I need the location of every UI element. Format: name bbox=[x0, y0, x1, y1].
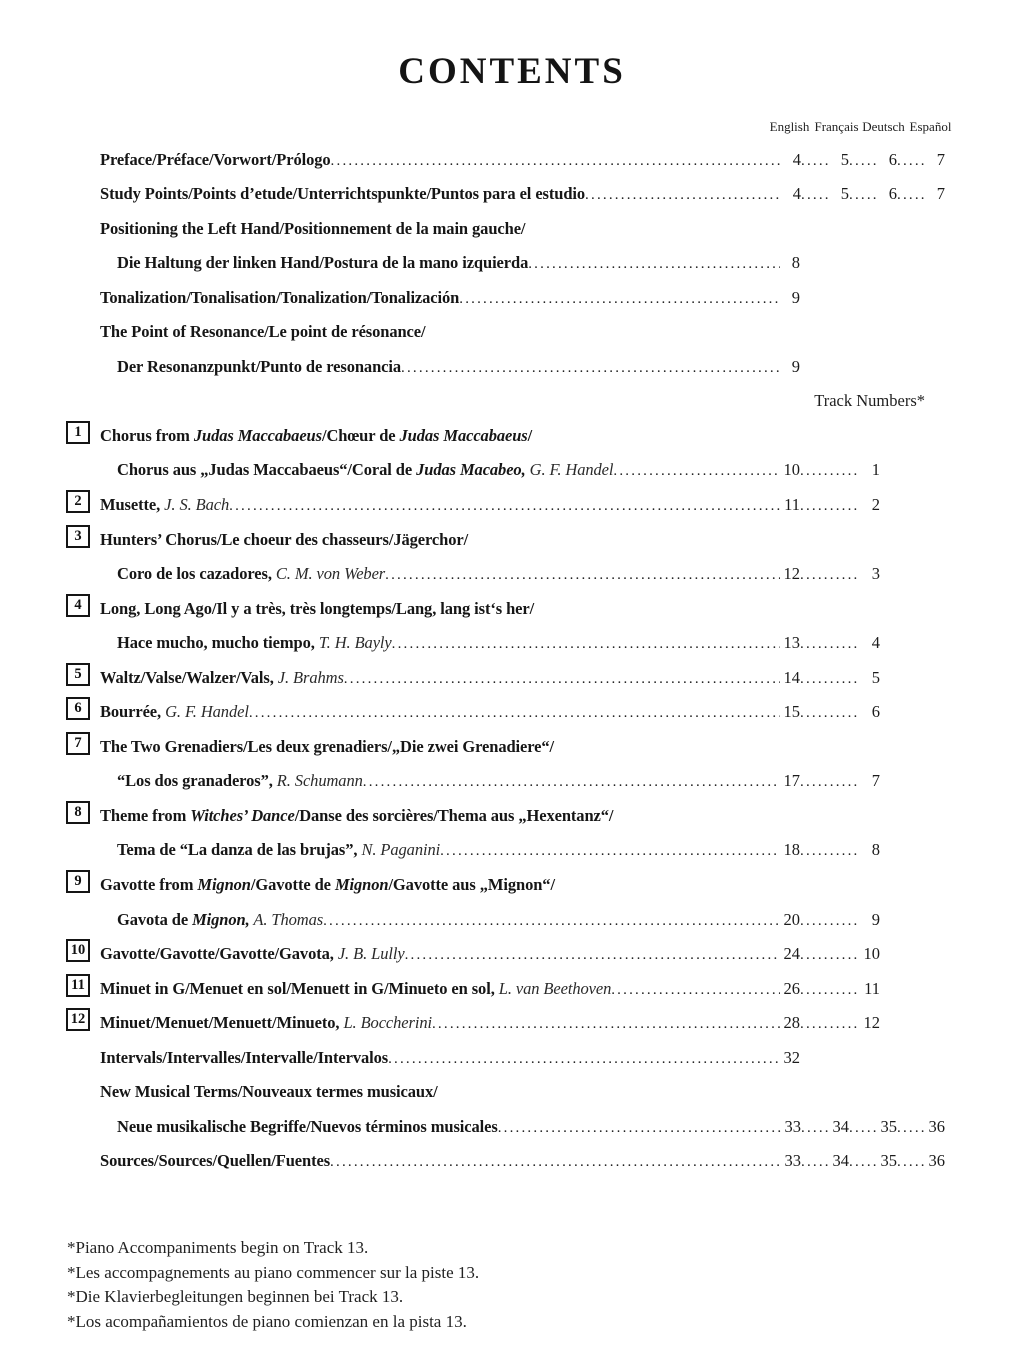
toc-row bbox=[100, 1068, 945, 1103]
text-segment: Tema de “La danza de las brujas”, bbox=[117, 840, 362, 860]
toc-row bbox=[71, 964, 945, 999]
toc-entry bbox=[100, 288, 945, 308]
text-segment: Judas Macabeo, bbox=[416, 460, 526, 480]
page-number: 26 bbox=[783, 978, 800, 998]
text-segment: Long, Long Ago/Il y a très, très longtemps/Lang, lang ist‘s her/ bbox=[100, 598, 535, 618]
track-number: 10 bbox=[863, 944, 880, 964]
toc-entry-text bbox=[117, 771, 363, 791]
track-number: 4 bbox=[871, 633, 880, 653]
toc-entry-text bbox=[100, 495, 229, 515]
text-segment: New Musical Terms/Nouveaux termes musicaux/ bbox=[100, 1082, 438, 1102]
dot-leader bbox=[344, 671, 780, 688]
dot-leader bbox=[800, 498, 860, 515]
text-segment: J. Brahms bbox=[277, 667, 344, 687]
toc-entry bbox=[74, 803, 945, 826]
page-number: 32 bbox=[783, 1047, 800, 1067]
toc-entry-text bbox=[100, 806, 613, 826]
dot-leader bbox=[849, 1120, 877, 1137]
dot-leader bbox=[801, 1120, 829, 1137]
toc-row bbox=[100, 342, 945, 377]
dot-leader bbox=[801, 187, 829, 204]
toc-entry bbox=[100, 150, 945, 170]
toc-entry-text bbox=[100, 150, 331, 170]
dot-leader bbox=[801, 1154, 829, 1171]
page-number: 34 bbox=[832, 1151, 849, 1171]
text-segment: Bourrée, bbox=[100, 702, 166, 722]
dot-leader bbox=[800, 982, 860, 999]
text-segment: Mignon bbox=[334, 875, 389, 895]
page-number: 36 bbox=[928, 1151, 945, 1171]
page-number: 28 bbox=[783, 1013, 800, 1033]
toc-entry bbox=[117, 460, 945, 480]
item-number-box: 4 bbox=[66, 594, 90, 617]
toc-row bbox=[100, 895, 945, 930]
dot-leader bbox=[585, 187, 781, 204]
toc-entry-text bbox=[117, 1117, 498, 1137]
text-segment: Neue musikalische Begriffe/Nuevos términos musicales bbox=[117, 1116, 498, 1136]
language-header-label: English bbox=[769, 119, 810, 134]
text-segment: The Two Grenadiers/Les deux grenadiers/„Die zwei Grenadiere“/ bbox=[100, 736, 555, 756]
toc-entry-text bbox=[100, 979, 611, 999]
toc-entry bbox=[74, 700, 945, 722]
dot-leader bbox=[363, 774, 780, 791]
toc-entry bbox=[74, 596, 945, 619]
text-segment: Musette, bbox=[100, 495, 165, 515]
page-number: 10 bbox=[783, 460, 800, 480]
footnote-line: *Les accompagnements au piano commencer sur la piste 13. bbox=[67, 1262, 480, 1282]
toc-entry-text bbox=[100, 737, 554, 757]
dot-leader bbox=[801, 153, 829, 170]
toc-entry bbox=[117, 1117, 945, 1137]
text-segment: Witches’ Dance bbox=[190, 805, 295, 825]
page-title: CONTENTS bbox=[398, 51, 626, 92]
toc-entry-text bbox=[100, 530, 468, 550]
dot-leader bbox=[800, 567, 860, 584]
dot-leader bbox=[401, 360, 780, 377]
text-segment: Minuet/Menuet/Menuett/Minueto, bbox=[100, 1013, 344, 1033]
toc-row bbox=[100, 1137, 945, 1172]
toc-entry bbox=[100, 322, 945, 342]
dot-leader bbox=[800, 636, 860, 653]
text-segment: Preface/Préface/Vorwort/Prólogo bbox=[100, 149, 331, 169]
toc-entry bbox=[74, 665, 945, 688]
page-number: 34 bbox=[832, 1116, 849, 1136]
language-header-row bbox=[100, 95, 952, 135]
toc-row bbox=[100, 273, 945, 308]
page-number: 5 bbox=[840, 149, 849, 169]
text-segment: Intervals/Intervalles/Intervalle/Intervalos bbox=[100, 1047, 389, 1067]
page-number: 14 bbox=[783, 667, 800, 687]
page-number: 17 bbox=[783, 771, 800, 791]
page-number: 33 bbox=[784, 1116, 801, 1136]
page-number: 9 bbox=[791, 287, 800, 307]
toc-row bbox=[74, 480, 945, 515]
dot-leader bbox=[249, 705, 780, 722]
toc-entry-text bbox=[117, 633, 392, 653]
dot-leader bbox=[800, 1016, 860, 1033]
toc-entry-text bbox=[117, 460, 613, 480]
language-header-label: Deutsch bbox=[862, 119, 905, 134]
toc-entry bbox=[117, 771, 945, 791]
text-segment: /Gavotte aus „Mignon“/ bbox=[388, 875, 555, 895]
text-segment: Chorus aus „Judas Maccabaeus“/Coral de bbox=[117, 460, 417, 480]
text-segment: /Danse des sorcières/Thema aus „Hexentanz“/ bbox=[294, 805, 614, 825]
dot-leader bbox=[432, 1016, 780, 1033]
toc-entry-text bbox=[100, 1048, 388, 1068]
toc-entry bbox=[100, 1048, 945, 1068]
item-number-box: 6 bbox=[66, 697, 90, 720]
page-number: 13 bbox=[783, 633, 800, 653]
text-segment: Gavotte from bbox=[100, 875, 198, 895]
toc-entry bbox=[117, 910, 945, 930]
toc-entry bbox=[71, 976, 945, 999]
text-segment: J. B. Lully bbox=[337, 944, 405, 964]
text-segment: N. Paganini bbox=[361, 840, 441, 860]
toc-row bbox=[100, 446, 945, 481]
page-number: 11 bbox=[784, 495, 800, 515]
track-number: 5 bbox=[871, 667, 880, 687]
toc-entry bbox=[74, 734, 945, 757]
toc-entry-text bbox=[100, 875, 555, 895]
dot-leader bbox=[897, 187, 925, 204]
text-segment: / bbox=[527, 425, 533, 445]
toc-entry-text bbox=[117, 840, 440, 860]
toc-row bbox=[70, 999, 945, 1034]
dot-leader bbox=[229, 498, 780, 515]
toc-entry bbox=[100, 219, 945, 239]
text-segment: G. F. Handel bbox=[165, 702, 249, 722]
dot-leader bbox=[849, 1154, 877, 1171]
toc-row bbox=[74, 791, 945, 826]
text-segment: Mignon, bbox=[192, 909, 250, 929]
toc-entry-text bbox=[117, 357, 401, 377]
dot-leader bbox=[800, 947, 860, 964]
toc-row bbox=[100, 757, 945, 792]
toc-entry-text bbox=[117, 253, 528, 273]
text-segment: A. Thomas bbox=[249, 909, 324, 929]
track-number: 11 bbox=[864, 978, 880, 998]
text-segment: Waltz/Valse/Walzer/Vals, bbox=[100, 667, 278, 687]
dot-leader bbox=[849, 153, 877, 170]
toc-entry bbox=[100, 1082, 945, 1102]
toc-row bbox=[74, 411, 945, 446]
toc-row bbox=[74, 515, 945, 550]
toc-entry-text bbox=[100, 668, 344, 688]
toc-row bbox=[100, 204, 945, 239]
text-segment: Minuet in G/Menuet en sol/Menuett in G/Minueto en sol, bbox=[100, 978, 499, 998]
dot-leader bbox=[800, 774, 860, 791]
dot-leader bbox=[849, 187, 877, 204]
track-number: 9 bbox=[871, 909, 880, 929]
track-number: 12 bbox=[863, 1013, 880, 1033]
toc-entry bbox=[117, 840, 945, 860]
page-number: 35 bbox=[880, 1151, 897, 1171]
text-segment: Hace mucho, mucho tiempo, bbox=[117, 633, 319, 653]
dot-leader bbox=[388, 1051, 780, 1068]
dot-leader bbox=[800, 671, 860, 688]
track-number: 2 bbox=[871, 495, 880, 515]
page-number: 6 bbox=[888, 149, 897, 169]
item-number-box: 5 bbox=[66, 663, 90, 686]
toc-row bbox=[100, 170, 945, 205]
item-number-box: 8 bbox=[66, 801, 90, 824]
text-segment: Der Resonanzpunkt/Punto de resonancia bbox=[117, 356, 402, 376]
text-segment: /Gavotte de bbox=[250, 875, 335, 895]
toc-row bbox=[100, 377, 945, 412]
dot-leader bbox=[800, 705, 860, 722]
text-segment: Gavota de bbox=[117, 909, 193, 929]
dot-leader bbox=[897, 1120, 925, 1137]
toc-entry-text bbox=[100, 599, 534, 619]
item-number-box: 10 bbox=[66, 939, 90, 962]
toc-entry bbox=[74, 873, 945, 895]
item-number-box: 12 bbox=[66, 1008, 90, 1031]
toc-row bbox=[100, 239, 945, 274]
language-header-label: Français bbox=[814, 119, 859, 134]
footnote-line: *Die Klavierbegleitungen beginnen bei Track 13. bbox=[67, 1287, 404, 1306]
toc-row bbox=[74, 860, 945, 895]
toc-entry-text bbox=[100, 322, 426, 342]
toc-entry-text bbox=[100, 426, 532, 446]
text-segment: /Chœur de bbox=[321, 425, 400, 445]
toc-entry bbox=[117, 253, 945, 273]
toc-row bbox=[100, 619, 945, 654]
dot-leader bbox=[897, 153, 925, 170]
footnote-line: *Los acompañamientos de piano comienzan en la pista 13. bbox=[67, 1311, 467, 1331]
text-segment: “Los dos granaderos”, bbox=[117, 771, 277, 791]
text-segment: Theme from bbox=[100, 805, 191, 825]
page-number: 24 bbox=[783, 944, 800, 964]
toc-row bbox=[100, 1033, 945, 1068]
toc-row bbox=[100, 1102, 945, 1137]
toc-entry bbox=[100, 1151, 945, 1171]
toc-entry-text bbox=[117, 564, 385, 584]
dot-leader bbox=[528, 256, 780, 273]
text-segment: The Point of Resonance/Le point de résonance/ bbox=[100, 322, 426, 342]
text-segment: J. S. Bach bbox=[164, 495, 230, 515]
item-number-box: 3 bbox=[66, 525, 90, 548]
toc-entry-text bbox=[100, 944, 405, 964]
text-segment: Gavotte/Gavotte/Gavotte/Gavota, bbox=[100, 944, 338, 964]
toc-row bbox=[100, 135, 945, 170]
item-number-box: 1 bbox=[66, 421, 90, 444]
dot-leader bbox=[498, 1120, 781, 1137]
page-number: 5 bbox=[840, 184, 849, 204]
dot-leader bbox=[405, 947, 780, 964]
track-number: 8 bbox=[871, 840, 880, 860]
page-number: 6 bbox=[888, 184, 897, 204]
toc-entry-text bbox=[100, 1013, 432, 1033]
dot-leader bbox=[800, 463, 860, 480]
toc-row bbox=[70, 930, 945, 965]
text-segment: G. F. Handel bbox=[525, 460, 614, 480]
language-header-label: Español bbox=[909, 119, 952, 134]
page-number: 33 bbox=[784, 1151, 801, 1171]
track-number: 6 bbox=[871, 702, 880, 722]
page-number: 4 bbox=[792, 184, 801, 204]
toc-row bbox=[74, 688, 945, 723]
text-segment: Study Points/Points d’etude/Unterrichtspunkte/Puntos para el estudio bbox=[100, 184, 586, 204]
toc-entry-text bbox=[100, 288, 459, 308]
dot-leader bbox=[613, 463, 780, 480]
item-number-box: 11 bbox=[66, 974, 90, 997]
toc-row bbox=[74, 584, 945, 619]
toc-row bbox=[74, 722, 945, 757]
dot-leader bbox=[392, 636, 780, 653]
toc-entry bbox=[74, 527, 945, 550]
track-number: 1 bbox=[871, 460, 880, 480]
dot-leader bbox=[440, 843, 780, 860]
text-segment: Coro de los cazadores, bbox=[117, 564, 276, 584]
toc-entry bbox=[117, 564, 945, 584]
dot-leader bbox=[323, 913, 780, 930]
page-number: 4 bbox=[792, 149, 801, 169]
toc-entry bbox=[100, 184, 945, 204]
dot-leader bbox=[611, 982, 780, 999]
item-number-box: 9 bbox=[66, 870, 90, 893]
toc-entry-text bbox=[100, 184, 585, 204]
text-segment: Mignon bbox=[197, 875, 251, 895]
page-number: 9 bbox=[791, 356, 800, 376]
toc-row bbox=[100, 308, 945, 343]
text-segment: Hunters’ Chorus/Le choeur des chasseurs/Jägerchor/ bbox=[100, 529, 469, 549]
text-segment: Judas Maccabaeus bbox=[399, 425, 528, 445]
track-number: 7 bbox=[871, 771, 880, 791]
toc-entry bbox=[117, 357, 945, 377]
toc-entry-text bbox=[100, 219, 525, 239]
item-number-box: 2 bbox=[66, 490, 90, 513]
toc-entry bbox=[117, 633, 945, 653]
toc-row bbox=[100, 826, 945, 861]
page-number: 12 bbox=[783, 564, 800, 584]
text-segment: Die Haltung der linken Hand/Postura de la mano izquierda bbox=[117, 253, 529, 273]
toc-entry bbox=[70, 1011, 945, 1033]
footnotes bbox=[67, 1236, 479, 1334]
language-header bbox=[109, 119, 954, 135]
text-segment: L. Boccherini bbox=[343, 1013, 432, 1033]
text-segment: Positioning the Left Hand/Positionnement de la main gauche/ bbox=[100, 218, 526, 238]
dot-leader bbox=[800, 843, 860, 860]
toc-entry bbox=[74, 423, 945, 446]
text-segment: T. H. Bayly bbox=[318, 633, 392, 653]
toc-row bbox=[100, 550, 945, 585]
item-number-box: 7 bbox=[66, 732, 90, 755]
page-number: 18 bbox=[783, 840, 800, 860]
page-number: 7 bbox=[936, 149, 945, 169]
page-number: 8 bbox=[791, 253, 800, 273]
page-number: 15 bbox=[783, 702, 800, 722]
dot-leader bbox=[330, 1154, 781, 1171]
toc-entry-text bbox=[100, 1082, 438, 1102]
text-segment: Sources/Sources/Quellen/Fuentes bbox=[100, 1151, 331, 1171]
dot-leader bbox=[331, 153, 781, 170]
toc-entry-text bbox=[100, 702, 249, 722]
track-numbers-label: Track Numbers* bbox=[814, 391, 925, 411]
dot-leader bbox=[459, 291, 780, 308]
dot-leader bbox=[897, 1154, 925, 1171]
toc-row bbox=[74, 653, 945, 688]
table-of-contents bbox=[70, 95, 952, 1171]
dot-leader bbox=[385, 567, 780, 584]
dot-leader bbox=[800, 913, 860, 930]
text-segment: Tonalization/Tonalisation/Tonalization/Tonalización bbox=[100, 287, 460, 307]
text-segment: Judas Maccabaeus bbox=[193, 425, 322, 445]
toc-entry bbox=[74, 493, 945, 515]
page-number: 36 bbox=[928, 1116, 945, 1136]
toc-entry bbox=[70, 942, 945, 964]
text-segment: R. Schumann bbox=[276, 771, 363, 791]
text-segment: L. van Beethoven bbox=[498, 978, 612, 998]
footnote-line: *Piano Accompaniments begin on Track 13. bbox=[67, 1238, 369, 1257]
text-segment: C. M. von Weber bbox=[275, 564, 386, 584]
text-segment: Chorus from bbox=[100, 425, 194, 445]
page-number: 20 bbox=[783, 909, 800, 929]
page-number: 35 bbox=[880, 1116, 897, 1136]
track-numbers-header bbox=[100, 391, 945, 411]
page-number: 7 bbox=[936, 184, 945, 204]
toc-entry-text bbox=[117, 910, 323, 930]
track-number: 3 bbox=[871, 564, 880, 584]
toc-entry-text bbox=[100, 1151, 330, 1171]
